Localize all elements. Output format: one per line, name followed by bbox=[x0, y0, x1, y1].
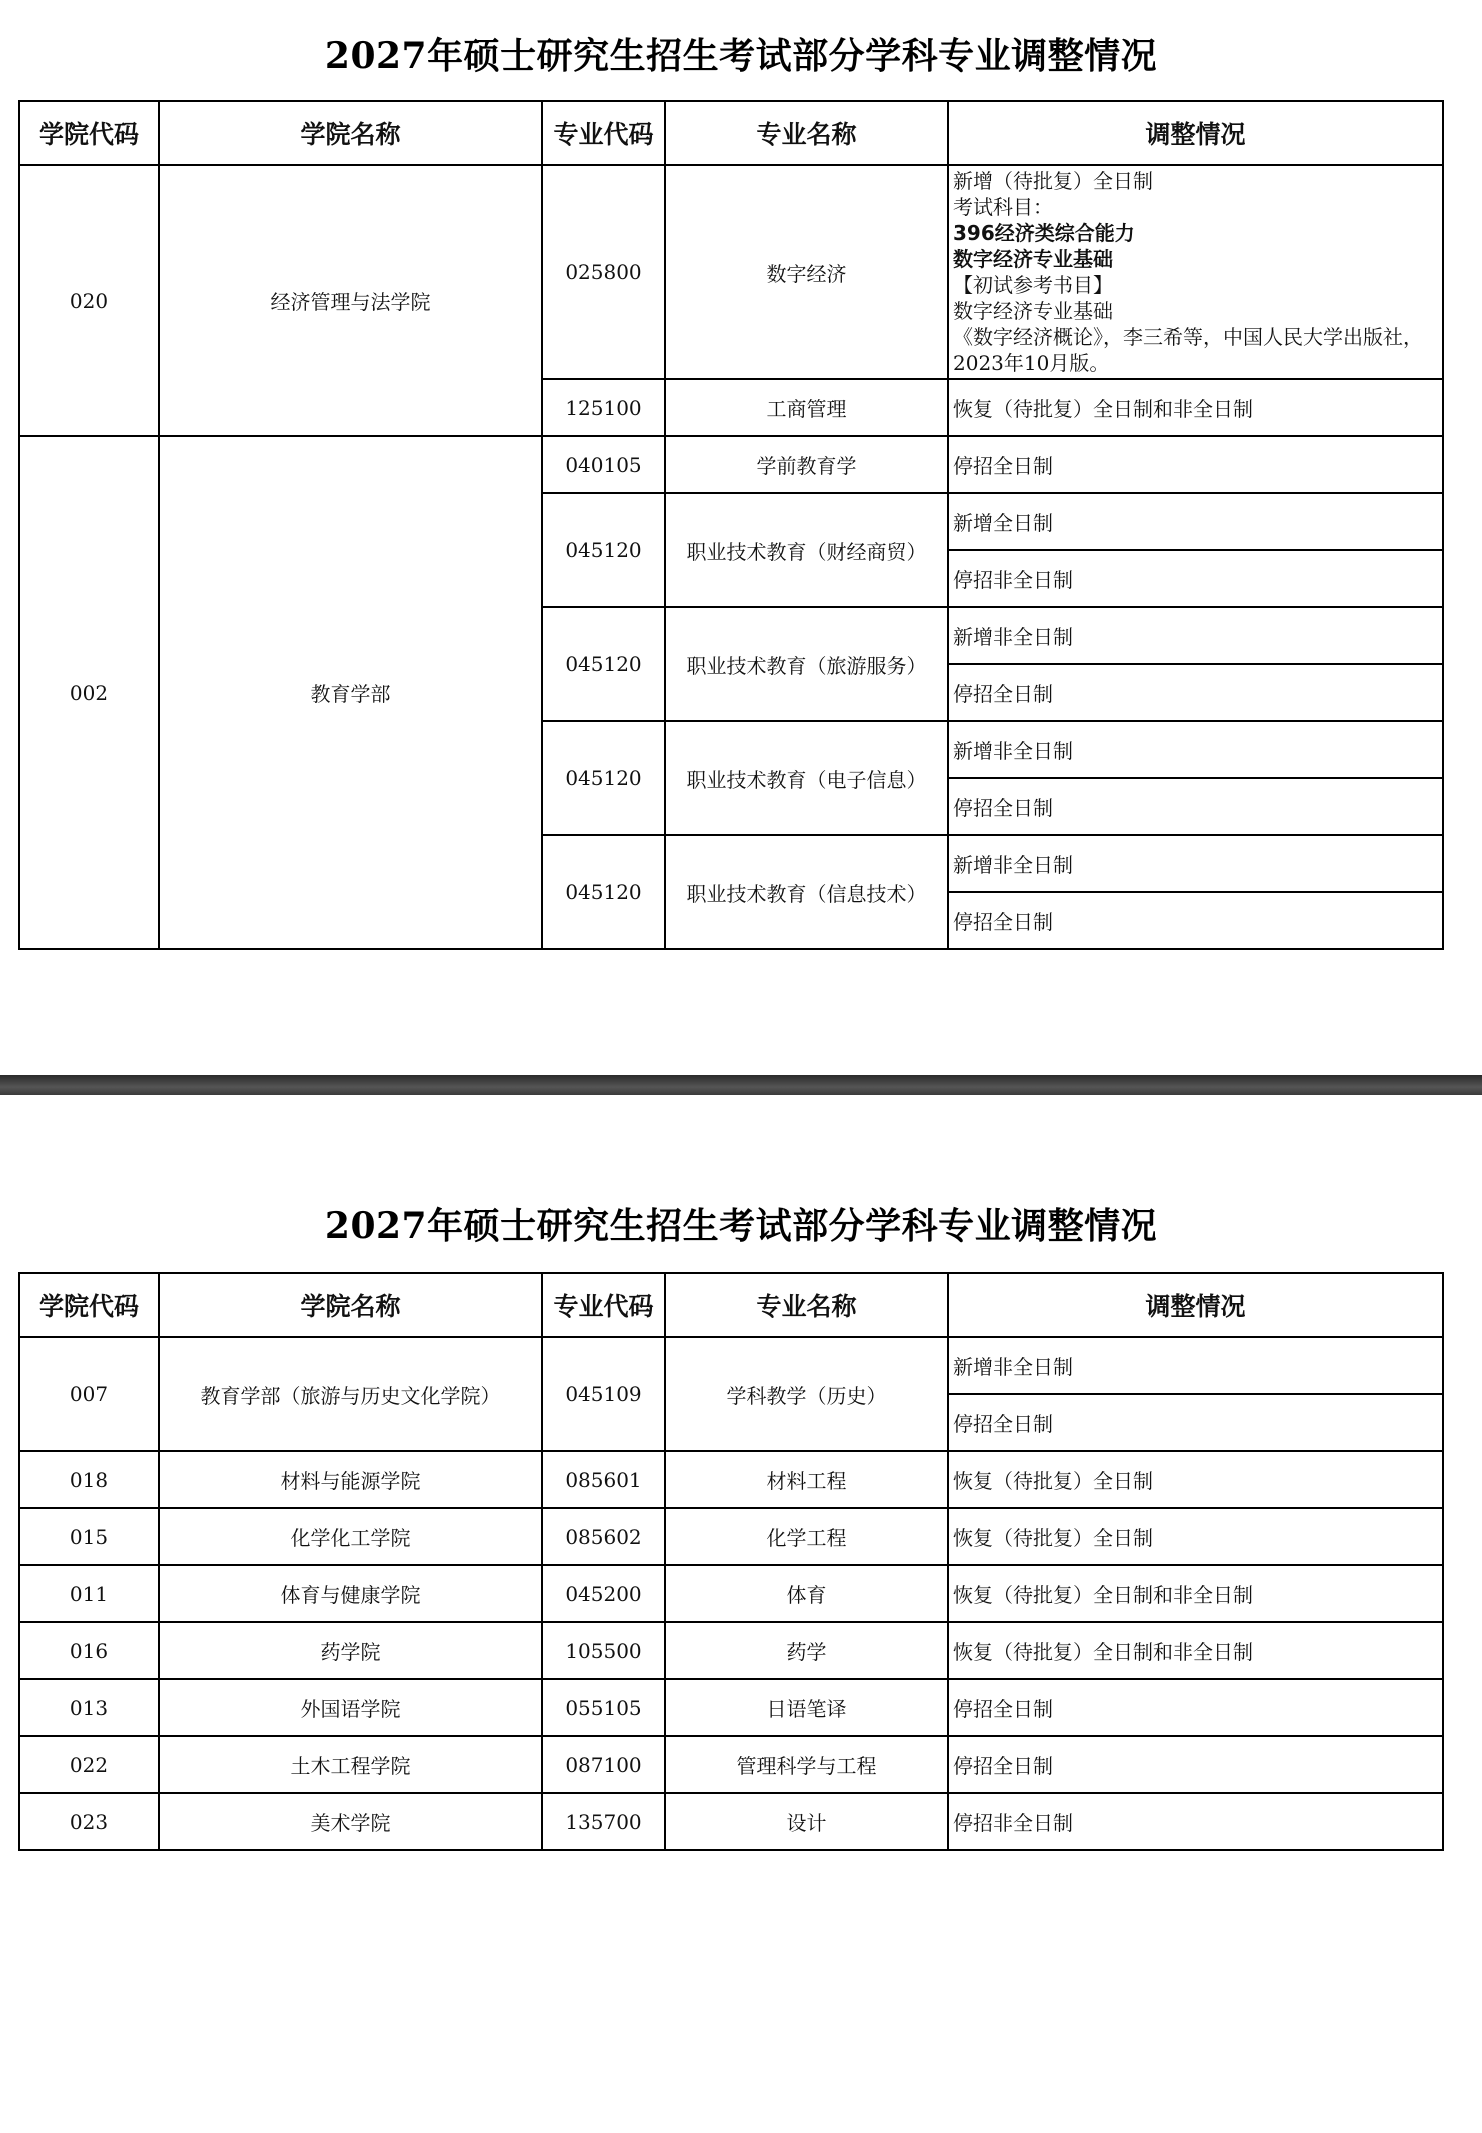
adjustment-cell: 停招非全日制 bbox=[948, 550, 1443, 607]
table-row bbox=[19, 1565, 1443, 1622]
major-code-cell: 085602 bbox=[542, 1508, 665, 1565]
table-header-row bbox=[19, 101, 1443, 165]
adjustment-cell: 恢复（待批复）全日制 bbox=[948, 1508, 1443, 1565]
college-code-cell: 007 bbox=[19, 1337, 159, 1451]
major-code-cell: 125100 bbox=[542, 379, 665, 436]
college-code-cell: 022 bbox=[19, 1736, 159, 1793]
page-title: 2027年硕士研究生招生考试部分学科专业调整情况 bbox=[324, 35, 1158, 77]
college-name-cell: 外国语学院 bbox=[159, 1679, 542, 1736]
header-adjustment: 调整情况 bbox=[948, 101, 1443, 165]
major-name-cell: 体育 bbox=[665, 1565, 948, 1622]
major-name-cell: 日语笔译 bbox=[665, 1679, 948, 1736]
page-title: 2027年硕士研究生招生考试部分学科专业调整情况 bbox=[324, 1205, 1158, 1247]
major-code-cell: 087100 bbox=[542, 1736, 665, 1793]
adjustment-cell: 停招非全日制 bbox=[948, 1793, 1443, 1850]
major-name-cell: 职业技术教育（电子信息） bbox=[665, 721, 948, 835]
adjustment-cell: 新增全日制 bbox=[948, 493, 1443, 550]
exam-subject: 数字经济专业基础 bbox=[953, 247, 1113, 271]
table-row bbox=[19, 1622, 1443, 1679]
adjustment-cell: 停招全日制 bbox=[948, 1736, 1443, 1793]
college-name-cell: 材料与能源学院 bbox=[159, 1451, 542, 1508]
major-code-cell: 135700 bbox=[542, 1793, 665, 1850]
adjustment-cell bbox=[948, 165, 1443, 379]
reference-subject: 数字经济专业基础 bbox=[953, 299, 1113, 323]
major-code-cell: 045120 bbox=[542, 835, 665, 949]
major-name-cell: 设计 bbox=[665, 1793, 948, 1850]
reference-book: 《数字经济概论》，李三希等，中国人民大学出版社，2023年10月版。 bbox=[953, 325, 1423, 375]
adjustment-cell: 恢复（待批复）全日制 bbox=[948, 1451, 1443, 1508]
reference-books-label: 【初试参考书目】 bbox=[953, 273, 1113, 297]
major-code-cell: 105500 bbox=[542, 1622, 665, 1679]
document-page-2 bbox=[0, 1095, 1482, 2133]
major-name-cell: 材料工程 bbox=[665, 1451, 948, 1508]
table-row bbox=[19, 1337, 1443, 1394]
adjustment-cell: 新增非全日制 bbox=[948, 1337, 1443, 1394]
header-major-name: 专业名称 bbox=[665, 1273, 948, 1337]
college-code-cell: 002 bbox=[19, 436, 159, 949]
major-name-cell: 学科教学（历史） bbox=[665, 1337, 948, 1451]
college-name-cell: 药学院 bbox=[159, 1622, 542, 1679]
college-code-cell: 023 bbox=[19, 1793, 159, 1850]
major-code-cell: 045120 bbox=[542, 721, 665, 835]
adjustment-cell: 恢复（待批复）全日制和非全日制 bbox=[948, 379, 1443, 436]
adjustment-cell: 停招全日制 bbox=[948, 664, 1443, 721]
major-name-cell: 数字经济 bbox=[665, 165, 948, 379]
major-code-cell: 055105 bbox=[542, 1679, 665, 1736]
college-name-cell: 化学化工学院 bbox=[159, 1508, 542, 1565]
table-row bbox=[19, 1508, 1443, 1565]
header-major-code: 专业代码 bbox=[542, 101, 665, 165]
header-college-name: 学院名称 bbox=[159, 1273, 542, 1337]
college-code-cell: 015 bbox=[19, 1508, 159, 1565]
major-name-cell: 学前教育学 bbox=[665, 436, 948, 493]
adjustment-table bbox=[18, 100, 1444, 950]
table-row bbox=[19, 1451, 1443, 1508]
adjustment-cell: 停招全日制 bbox=[948, 1679, 1443, 1736]
college-code-cell: 013 bbox=[19, 1679, 159, 1736]
major-code-cell: 025800 bbox=[542, 165, 665, 379]
adjustment-line: 新增（待批复）全日制 bbox=[953, 169, 1153, 193]
adjustment-cell: 停招全日制 bbox=[948, 778, 1443, 835]
adjustment-cell: 新增非全日制 bbox=[948, 835, 1443, 892]
header-college-code: 学院代码 bbox=[19, 1273, 159, 1337]
major-name-cell: 管理科学与工程 bbox=[665, 1736, 948, 1793]
college-code-cell: 011 bbox=[19, 1565, 159, 1622]
header-college-code: 学院代码 bbox=[19, 101, 159, 165]
major-code-cell: 045120 bbox=[542, 607, 665, 721]
exam-subjects-label: 考试科目： bbox=[953, 195, 1053, 219]
major-name-cell: 药学 bbox=[665, 1622, 948, 1679]
header-major-code: 专业代码 bbox=[542, 1273, 665, 1337]
adjustment-cell: 停招全日制 bbox=[948, 436, 1443, 493]
adjustment-cell: 新增非全日制 bbox=[948, 721, 1443, 778]
major-name-cell: 职业技术教育（信息技术） bbox=[665, 835, 948, 949]
table-header-row bbox=[19, 1273, 1443, 1337]
table-row bbox=[19, 1793, 1443, 1850]
major-code-cell: 045200 bbox=[542, 1565, 665, 1622]
college-name-cell: 美术学院 bbox=[159, 1793, 542, 1850]
major-code-cell: 045109 bbox=[542, 1337, 665, 1451]
header-major-name: 专业名称 bbox=[665, 101, 948, 165]
table-row bbox=[19, 165, 1443, 379]
table-row bbox=[19, 436, 1443, 493]
college-name-cell: 教育学部 bbox=[159, 436, 542, 949]
college-code-cell: 020 bbox=[19, 165, 159, 436]
table-row bbox=[19, 1736, 1443, 1793]
major-name-cell: 工商管理 bbox=[665, 379, 948, 436]
header-adjustment: 调整情况 bbox=[948, 1273, 1443, 1337]
header-college-name: 学院名称 bbox=[159, 101, 542, 165]
adjustment-cell: 恢复（待批复）全日制和非全日制 bbox=[948, 1565, 1443, 1622]
major-name-cell: 职业技术教育（财经商贸） bbox=[665, 493, 948, 607]
adjustment-cell: 停招全日制 bbox=[948, 892, 1443, 949]
adjustment-cell: 停招全日制 bbox=[948, 1394, 1443, 1451]
major-name-cell: 化学工程 bbox=[665, 1508, 948, 1565]
major-name-cell: 职业技术教育（旅游服务） bbox=[665, 607, 948, 721]
table-row bbox=[19, 1679, 1443, 1736]
major-code-cell: 040105 bbox=[542, 436, 665, 493]
adjustment-cell: 新增非全日制 bbox=[948, 607, 1443, 664]
college-code-cell: 016 bbox=[19, 1622, 159, 1679]
page-separator bbox=[0, 1075, 1482, 1095]
exam-subject: 396经济类综合能力 bbox=[953, 221, 1135, 245]
adjustment-table bbox=[18, 1272, 1444, 1851]
college-name-cell: 体育与健康学院 bbox=[159, 1565, 542, 1622]
college-name-cell: 土木工程学院 bbox=[159, 1736, 542, 1793]
adjustment-cell: 恢复（待批复）全日制和非全日制 bbox=[948, 1622, 1443, 1679]
college-name-cell: 经济管理与法学院 bbox=[159, 165, 542, 436]
major-code-cell: 045120 bbox=[542, 493, 665, 607]
major-code-cell: 085601 bbox=[542, 1451, 665, 1508]
college-code-cell: 018 bbox=[19, 1451, 159, 1508]
college-name-cell: 教育学部（旅游与历史文化学院） bbox=[159, 1337, 542, 1451]
